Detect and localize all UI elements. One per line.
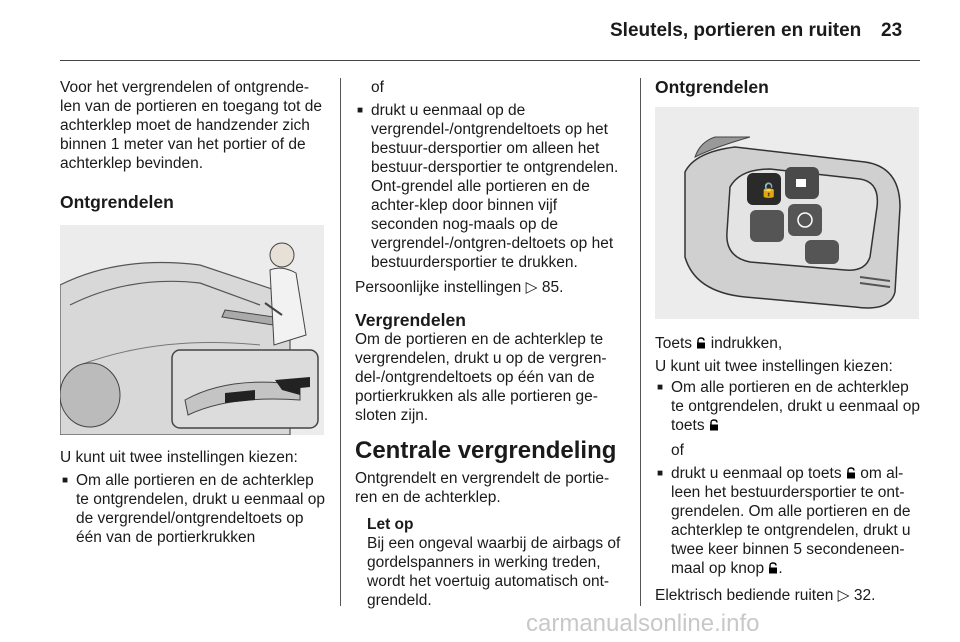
column-divider <box>340 78 341 606</box>
windows-ref: Elektrisch bediende ruiten ▷ 32. <box>655 587 876 604</box>
section-heading-unlock-key: Ontgrendelen <box>655 77 769 97</box>
choice-text: U kunt uit twee instellingen kiezen: <box>655 358 893 375</box>
list-item: ■ drukt u eenmaal op de vergrendel-/ontgrendeltoets op het bestuur-dersportier om alleen het bestuur-dersportier te ontgrendelen. Ont-grendel alle portieren en de achter-klep door binnen vijf seconden nog-maals op de vergrendel-/ontgren-deltoets op het bestuurdersportier te drukken. <box>355 101 625 272</box>
unlock-icon <box>846 467 856 479</box>
key-fob-illustration <box>655 107 919 319</box>
list-item: ■ drukt u eenmaal op toets om al-leen het bestuurdersportier te ont-grendelen. Om alle portieren en de achterklep te ontgrendelen, drukt u twee keer binnen 5 secondeneen-maal op knop . <box>655 464 923 578</box>
watermark: carmanualsonline.info <box>526 610 760 637</box>
section-heading-central: Centrale vergrendeling <box>355 437 617 464</box>
arrow-ref-icon: ▷ <box>837 587 850 604</box>
section-heading-unlock: Ontgrendelen <box>60 192 174 212</box>
note-label: Let op <box>367 516 414 533</box>
page-title: Sleutels, portieren en ruiten <box>610 20 862 41</box>
unlock-icon <box>696 337 706 349</box>
personal-settings-ref: Persoonlijke instellingen ▷ 85. <box>355 279 564 296</box>
column-divider <box>640 78 641 606</box>
page-number: 23 <box>881 20 903 41</box>
column-middle <box>355 78 625 610</box>
or-text: of <box>371 79 384 96</box>
arrow-ref-icon: ▷ <box>525 279 538 296</box>
note-box <box>355 515 625 610</box>
lock-paragraph: Om de portieren en de achterklep te vergrendelen, drukt u op de vergren-del-/ontgrendeltoets op één van de portierkrukken als alle portieren ge-sloten zijn. <box>355 331 607 424</box>
svg-text:🔓: 🔓 <box>760 183 778 199</box>
unlock-icon <box>709 419 719 431</box>
list-item: ■ Om alle portieren en de achterklep te ontgrendelen, drukt u eenmaal op de vergrendel/ontgrendeltoets op één van de portierkrukken <box>60 471 328 547</box>
choice-text: U kunt uit twee instellingen kiezen: <box>60 449 298 466</box>
door-handle-illustration <box>60 225 324 435</box>
list-item: ■ Om alle portieren en de achterklep te ontgrendelen, drukt u eenmaal op toets <box>655 378 923 435</box>
column-left <box>60 78 328 547</box>
note-text: Bij een ongeval waarbij de airbags of gordelspanners in werking treden, wordt het voertuig automatisch ont-grendeld. <box>367 535 621 609</box>
central-paragraph: Ontgrendelt en vergrendelt de portie-ren en de achterklep. <box>355 470 610 506</box>
or-text: of <box>671 442 684 459</box>
intro-paragraph: Voor het vergrendelen of ontgrende-len van de portieren en toegang tot de achterklep moet de handzender zich binnen 1 meter van het portier of de achterklep bevinden. <box>60 79 322 172</box>
column-right <box>655 78 923 605</box>
section-heading-lock: Vergrendelen <box>355 310 466 330</box>
unlock-icon <box>768 562 778 574</box>
header-divider <box>60 60 920 61</box>
press-key-text: Toets indrukken, <box>655 335 783 352</box>
